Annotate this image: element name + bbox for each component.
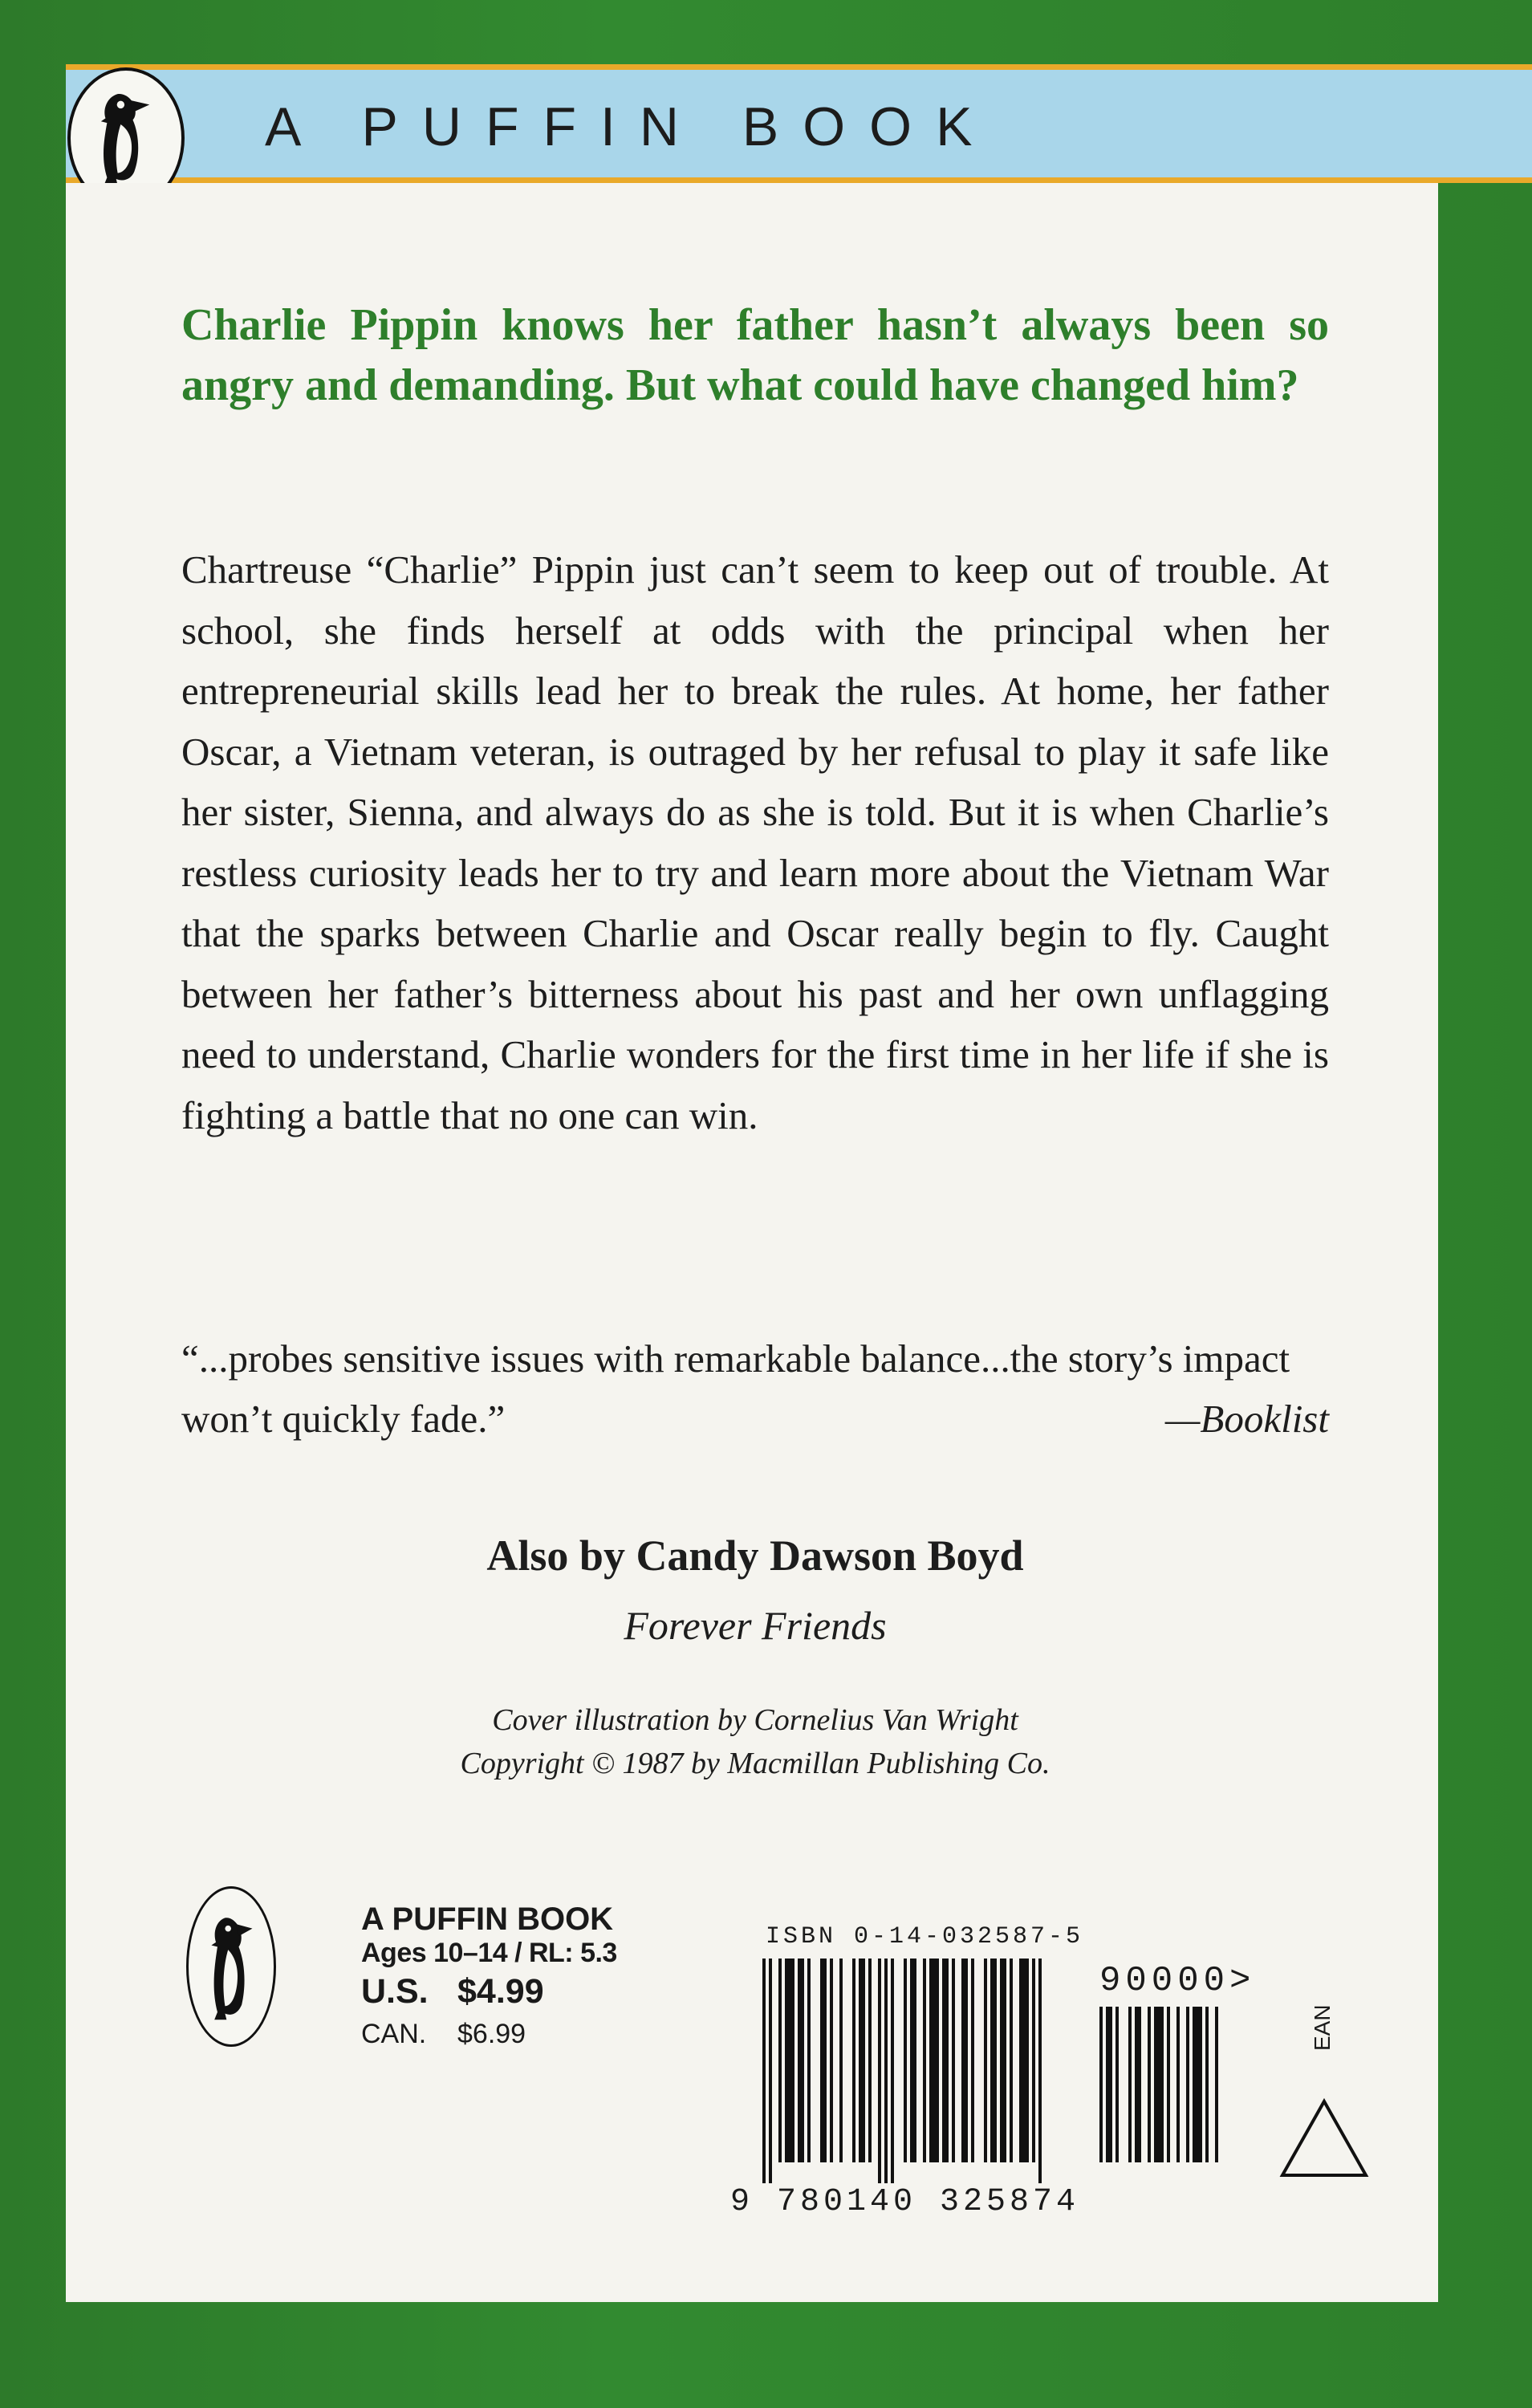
us-price — [361, 1971, 544, 2012]
review-source: —Booklist — [1164, 1397, 1329, 1441]
barcode-bar — [942, 1959, 949, 2162]
barcode-bar — [1099, 2007, 1103, 2162]
addon-digits: 90000> — [1099, 1961, 1256, 2001]
barcode-bar — [820, 1959, 827, 2162]
can-price — [361, 2017, 526, 2051]
age-range: Ages 10–14 / RL: 5.3 — [361, 1938, 617, 1968]
barcode-bar — [1148, 2007, 1151, 2162]
barcode-bar — [1010, 1959, 1013, 2162]
barcode-bar — [1032, 1959, 1035, 2162]
barcode-digits: 9 780140 325874 — [730, 2184, 1080, 2220]
barcode-bar — [1115, 2007, 1119, 2162]
barcode-bar — [1128, 2007, 1132, 2162]
can-price-value: $6.99 — [457, 2019, 526, 2049]
barcode-bar — [839, 1959, 843, 2162]
barcode-bar — [769, 1959, 772, 2183]
barcode-bar — [785, 1959, 794, 2162]
barcode-bar — [891, 1959, 894, 2183]
retail-brand: A PUFFIN BOOK — [361, 1902, 614, 1937]
barcode-bar — [778, 1959, 782, 2162]
barcode-bar — [852, 1959, 855, 2162]
us-price-label: U.S. — [361, 1972, 429, 2011]
barcode-bar — [1193, 2007, 1202, 2162]
copyright-notice: Copyright © 1987 by Macmillan Publishing Co. — [460, 1747, 1050, 1780]
headline: Charlie Pippin knows her father hasn’t always been so angry and demanding. But what could have changed him? — [181, 300, 1329, 410]
barcode-bar — [984, 1959, 987, 2162]
barcode-bar — [859, 1959, 865, 2162]
barcode-bar — [952, 1959, 955, 2162]
barcode-bar — [1135, 2007, 1141, 2162]
barcode-bar — [798, 1959, 804, 2162]
barcode-bar — [961, 1959, 968, 2162]
also-by-heading: Also by Candy Dawson Boyd — [486, 1531, 1024, 1580]
synopsis: Chartreuse “Charlie” Pippin just can’t seem to keep out of trouble. At school, she finds herself at odds with the principal when her entrepreneurial skills lead her to break the rules. At home, her father Oscar, a Vietnam veteran, is outraged by her refusal to play it safe like her sister, Sienna, and always do as she is told. But it is when Charlie’s restless curiosity leads her to try and learn more about the Vietnam War that the sparks between Charlie and Oscar really begin to fly. Caught between her father’s bitterness about his past and her own unflagging need to understand, Charlie wonders for the first time in her life if she is fighting a battle that no one can win. — [181, 547, 1329, 1137]
barcode-bar — [990, 1959, 997, 2162]
barcode-bar — [971, 1959, 974, 2162]
barcode-bar — [878, 1959, 881, 2183]
ean-barcode — [762, 1959, 1091, 2183]
barcode-bar — [1000, 1959, 1006, 2162]
barcode-bar — [1215, 2007, 1218, 2162]
review-quote — [181, 1328, 1329, 1449]
review-text: “...probes sensitive issues with remarkable balance...the story’s impact won’t quickly fade.” — [181, 1336, 1290, 1441]
barcode-bar — [1176, 2007, 1180, 2162]
barcode-bar — [910, 1959, 916, 2162]
barcode-bar — [884, 1959, 888, 2183]
illustration-credit: Cover illustration by Cornelius Van Wright — [492, 1703, 1018, 1737]
barcode-bar — [868, 1959, 872, 2162]
barcode-bar — [1106, 2007, 1112, 2162]
barcode-bar — [1205, 2007, 1209, 2162]
barcode-bar — [929, 1959, 939, 2162]
barcode-bar — [1167, 2007, 1170, 2162]
barcode-bar — [1038, 1959, 1042, 2183]
triangle-icon — [1276, 2095, 1372, 2183]
barcode-bar — [904, 1959, 907, 2162]
barcode-bar — [1186, 2007, 1189, 2162]
also-by-title: Forever Friends — [624, 1603, 887, 1648]
barcode-bar — [1019, 1959, 1029, 2162]
ean-label: EAN — [1310, 2004, 1335, 2051]
can-price-label: CAN. — [361, 2019, 427, 2049]
barcode-bar — [1154, 2007, 1164, 2162]
banner-title: A PUFFIN BOOK — [265, 96, 997, 157]
isbn-number: ISBN 0-14-032587-5 — [766, 1923, 1084, 1950]
addon-barcode — [1099, 2007, 1252, 2183]
barcode-bar — [762, 1959, 766, 2183]
puffin-small-icon — [189, 1889, 274, 2044]
barcode-bar — [807, 1959, 811, 2162]
us-price-value: $4.99 — [457, 1972, 544, 2011]
barcode-bar — [830, 1959, 833, 2162]
puffin-logo-small — [186, 1886, 276, 2047]
barcode-bar — [923, 1959, 926, 2162]
